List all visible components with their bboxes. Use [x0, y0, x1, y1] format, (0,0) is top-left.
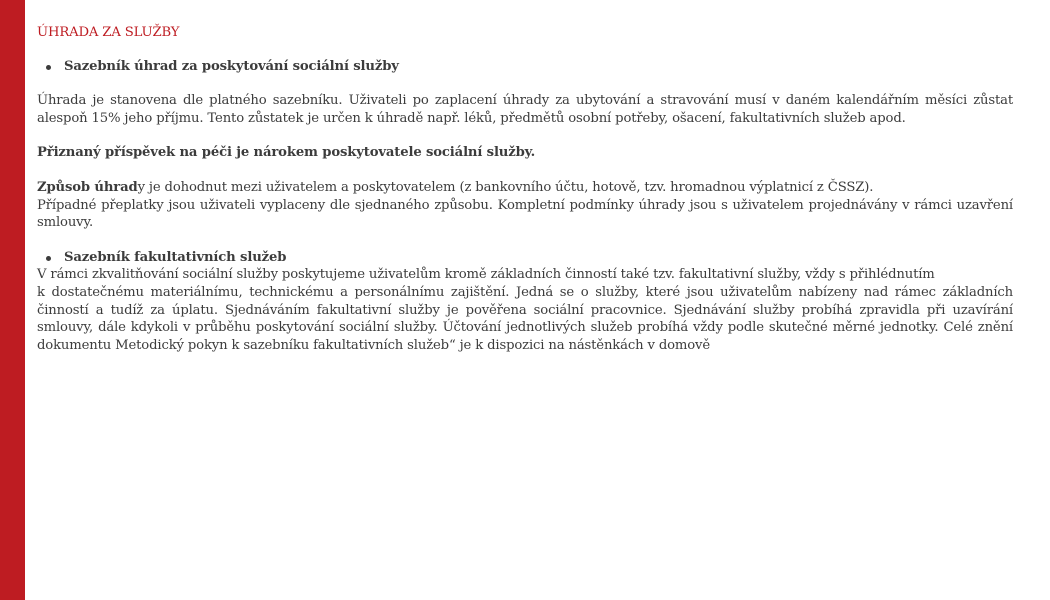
- payment-method-text: [37, 179, 1013, 197]
- optional-services-list: [37, 249, 1013, 267]
- document-content: [37, 24, 1013, 354]
- overpayments-text: Případné přeplatky jsou uživateli vyplaceny dle sjednaného způsobu. Kompletní podmínky úhrady jsou s uživatelem projednávány v rámci uzavření smlouvy.: [37, 197, 1013, 231]
- payment-method-bold: Způsob úhrad: [37, 179, 138, 195]
- optional-services-paragraph: k dostatečnému materiálnímu, technickému a personálnímu zajištění. Jedná se o služby, které jsou uživatelům nabízeny nad rámec základních činností a tudíž za úplatu. Sjednáváním fakultativní služby je pověřena sociální pracovnice. Sjednávání služby probíhá zpravidla při uzavírání smlouvy, dále kdykoli v průběhu poskytování sociální služby. Účtování jednotlivých služeb probíhá vždy podle skutečné měrné jednotky. Celé znění dokumentu Metodický pokyn k sazebníku fakultativních služeb“ je k dispozici na nástěnkách v domově: [37, 284, 1013, 353]
- tariff-list: [37, 58, 1013, 76]
- care-allowance-text: [37, 144, 1013, 162]
- tariff-heading: Sazebník úhrad za poskytování sociální služby: [64, 58, 1013, 76]
- payment-method-rest: y je dohodnut mezi uživatelem a poskytovatelem (z bankovního účtu, hotově, tzv. hromadnou výplatnicí z ČSSZ).: [137, 179, 874, 195]
- section-title: ÚHRADA ZA SLUŽBY: [37, 25, 180, 40]
- optional-services-line1: V rámci zkvalitňování sociální služby poskytujeme uživatelům kromě základních činností také tzv. fakultativní služby, vždy s přihlédnutím: [37, 267, 935, 283]
- tariff-paragraph: Úhrada je stanovena dle platného sazebníku. Uživateli po zaplacení úhrady za ubytování a stravování musí v daném kalendářním měsíci zůstat alespoň 15% jeho příjmu. Tento zůstatek je určen k úhradě např. léků, předmětů osobní potřeby, ošacení, fakultativních služeb apod.: [37, 93, 1013, 126]
- accent-side-bar: [0, 0, 25, 600]
- optional-services-heading: Sazebník fakultativních služeb: [64, 249, 1013, 267]
- care-allowance-bold: Přiznaný příspěvek na péči je nárokem poskytovatele sociální služby.: [37, 145, 536, 161]
